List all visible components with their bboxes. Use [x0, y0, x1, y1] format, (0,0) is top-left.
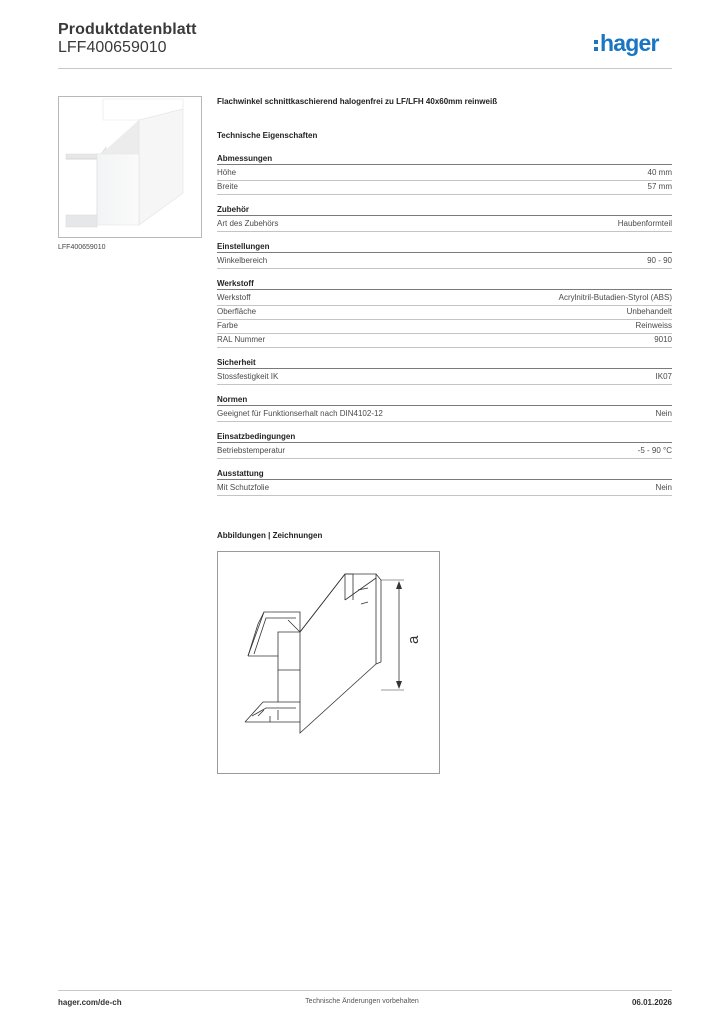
spec-section	[217, 429, 672, 459]
spec-value: -5 - 90 °C	[637, 446, 672, 455]
spec-label: Art des Zubehörs	[217, 219, 279, 228]
section-title: Einstellungen	[217, 239, 672, 253]
spec-value: 40 mm	[647, 168, 672, 177]
spec-label: Farbe	[217, 321, 238, 330]
product-description: Flachwinkel schnittkaschierend halogenfrei zu LF/LFH 40x60mm reinweiß	[217, 97, 498, 106]
spec-label: Geeignet für Funktionserhalt nach DIN4102-12	[217, 409, 383, 418]
spec-label: Stossfestigkeit IK	[217, 372, 279, 381]
technical-drawing	[217, 551, 440, 774]
spec-value: 57 mm	[647, 182, 672, 191]
spec-label: RAL Nummer	[217, 335, 266, 344]
spec-section	[217, 392, 672, 422]
spec-table	[217, 151, 672, 503]
spec-section	[217, 466, 672, 496]
spec-row	[217, 445, 672, 459]
spec-label: Höhe	[217, 168, 237, 177]
footer-divider	[58, 990, 672, 991]
spec-label: Oberfläche	[217, 307, 257, 316]
spec-section	[217, 239, 672, 269]
section-title: Ausstattung	[217, 466, 672, 480]
spec-row	[217, 306, 672, 320]
spec-section	[217, 276, 672, 348]
product-caption: LFF400659010	[58, 244, 106, 251]
spec-row	[217, 371, 672, 385]
spec-value: Nein	[655, 409, 672, 418]
header-divider	[58, 68, 672, 69]
section-title: Einsatzbedingungen	[217, 429, 672, 443]
product-photo-icon	[59, 97, 201, 237]
spec-value: Nein	[655, 483, 672, 492]
section-title: Zubehör	[217, 202, 672, 216]
logo-dots-icon	[594, 40, 598, 51]
section-title: Normen	[217, 392, 672, 406]
spec-row	[217, 408, 672, 422]
spec-value: 9010	[654, 335, 672, 344]
section-title: Sicherheit	[217, 355, 672, 369]
spec-value: Unbehandelt	[626, 307, 672, 316]
hager-logo[interactable]	[594, 28, 659, 58]
spec-row	[217, 181, 672, 195]
tech-properties-title: Technische Eigenschaften	[217, 131, 318, 140]
footer-date: 06.01.2026	[631, 998, 672, 1007]
spec-value: Reinweiss	[635, 321, 672, 330]
spec-row	[217, 167, 672, 181]
spec-row	[217, 292, 672, 306]
spec-section	[217, 355, 672, 385]
logo-text: hager	[600, 29, 659, 56]
dimension-label: a	[405, 635, 422, 644]
spec-value: Acrylnitril-Butadien-Styrol (ABS)	[558, 293, 672, 302]
spec-row	[217, 255, 672, 269]
spec-row	[217, 218, 672, 232]
spec-row	[217, 482, 672, 496]
section-title: Werkstoff	[217, 276, 672, 290]
spec-label: Winkelbereich	[217, 256, 268, 265]
spec-section	[217, 202, 672, 232]
section-title: Abmessungen	[217, 151, 672, 165]
spec-label: Breite	[217, 182, 238, 191]
spec-value: 90 - 90	[647, 256, 672, 265]
spec-value: Haubenformteil	[617, 219, 672, 228]
spec-label: Mit Schutzfolie	[217, 483, 270, 492]
spec-row	[217, 334, 672, 348]
spec-row	[217, 320, 672, 334]
article-number: LFF400659010	[58, 39, 167, 56]
angle-drawing-icon	[218, 552, 439, 773]
images-title: Abbildungen | Zeichnungen	[217, 531, 323, 540]
page-title: Produktdatenblatt	[58, 21, 197, 38]
footer-website-link[interactable]: hager.com/de-ch	[58, 998, 122, 1007]
spec-section	[217, 151, 672, 195]
product-image	[58, 96, 202, 238]
spec-label: Werkstoff	[217, 293, 251, 302]
footer-note: Technische Änderungen vorbehalten	[305, 998, 419, 1005]
spec-label: Betriebstemperatur	[217, 446, 286, 455]
spec-value: IK07	[655, 372, 672, 381]
